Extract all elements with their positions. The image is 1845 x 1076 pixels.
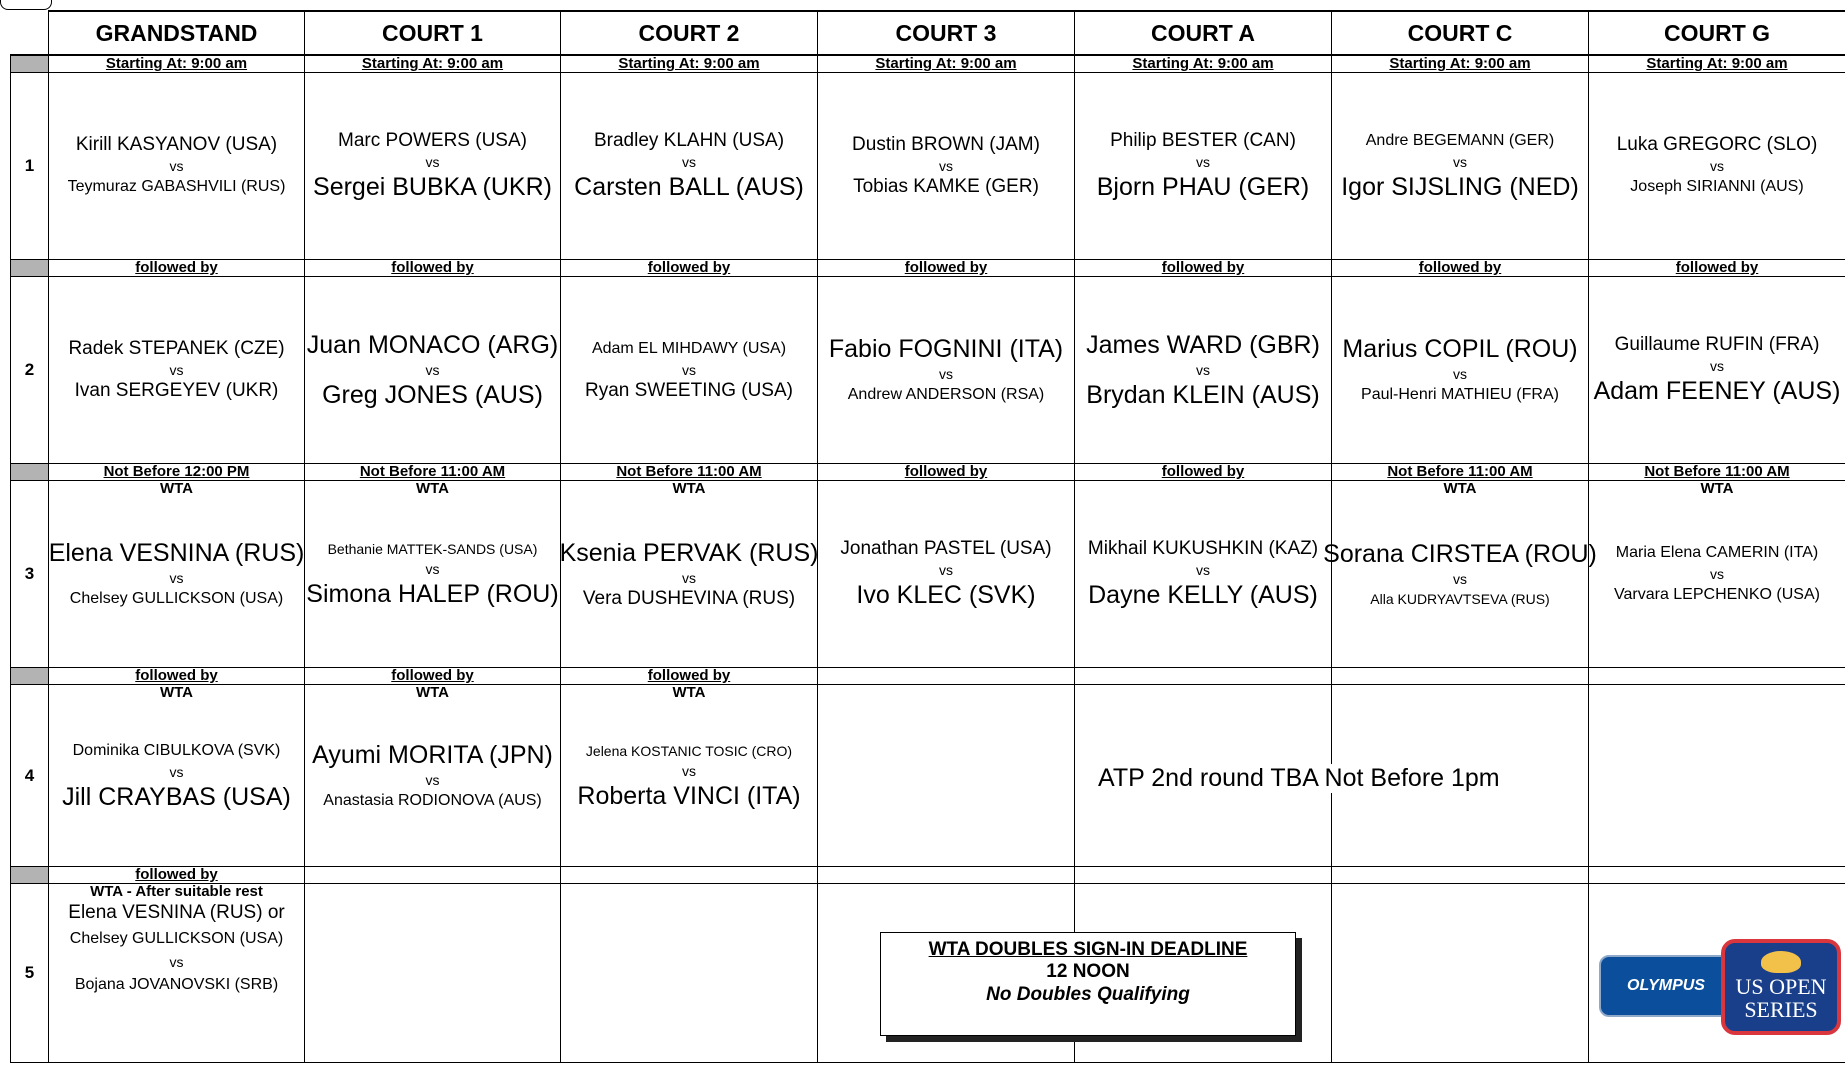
match-row [11, 73, 1845, 260]
vs-label: vs [1710, 358, 1724, 374]
slot-time: Starting At: 9:00 am [561, 55, 818, 73]
tba-announcement: ATP 2nd round TBA Not Before 1pm [1092, 764, 1506, 793]
player-2: Chelsey GULLICKSON (USA) [69, 590, 284, 607]
slot-time [818, 668, 1075, 685]
slot-time: Starting At: 9:00 am [1075, 55, 1332, 73]
player-2: Adam FEENEY (AUS) [1593, 377, 1841, 405]
vs-label: vs [425, 561, 440, 577]
slot-header-row [11, 668, 1845, 685]
match-cell [1075, 277, 1332, 464]
empty-cell [1589, 685, 1845, 867]
vs-label: vs [425, 154, 440, 170]
tour-tag: WTA [159, 480, 194, 497]
player-1: Maria Elena CAMERIN (ITA) [1615, 544, 1819, 561]
match-cell [561, 481, 818, 668]
player-2: Brydan KLEIN (AUS) [1086, 381, 1320, 409]
row-separator [11, 668, 49, 685]
vs-label: vs [1710, 158, 1724, 174]
slot-time: Not Before 11:00 AM [1332, 464, 1589, 481]
player-2: Tobias KAMKE (GER) [853, 176, 1039, 197]
slot-time: Starting At: 9:00 am [818, 55, 1075, 73]
match-cell [1075, 481, 1332, 668]
vs-label: vs [1710, 566, 1724, 582]
us-open-series-logo [1721, 939, 1841, 1035]
court-header: COURT A [1075, 11, 1332, 55]
slot-time [1075, 668, 1332, 685]
row-separator [11, 464, 49, 481]
match-cell [1589, 481, 1845, 668]
match-row [11, 481, 1845, 668]
sponsor-logo [1595, 935, 1845, 1035]
player-2: Carsten BALL (AUS) [574, 173, 804, 201]
slot-time [1075, 867, 1332, 884]
slot-time: followed by [49, 668, 305, 685]
player-2: Paul-Henri MATHIEU (FRA) [1361, 386, 1559, 403]
slot-time: followed by [1589, 260, 1845, 277]
slot-time [1589, 668, 1845, 685]
slot-time: Starting At: 9:00 am [1589, 55, 1845, 73]
slot-time: Not Before 11:00 AM [305, 464, 561, 481]
row-number: 3 [11, 481, 49, 668]
player-2: Varvara LEPCHENKO (USA) [1614, 586, 1820, 603]
match-cell [49, 685, 305, 867]
match-cell [1323, 480, 1597, 668]
slot-time [305, 867, 561, 884]
player-2: Sergei BUBKA (UKR) [313, 173, 552, 201]
doubles-notice-box [880, 932, 1296, 1036]
match-row [11, 685, 1845, 867]
player-2: Alla KUDRYAVTSEVA (RUS) [1370, 591, 1550, 607]
player-1: Jelena KOSTANIC TOSIC (CRO) [585, 742, 793, 759]
player-2: Ivo KLEC (SVK) [856, 581, 1036, 609]
slot-time: followed by [561, 668, 818, 685]
row-number: 4 [11, 685, 49, 867]
empty-cell [305, 884, 561, 1063]
player-1: Dustin BROWN (JAM) [852, 134, 1040, 155]
player-1: James WARD (GBR) [1086, 331, 1320, 359]
slot-time: followed by [818, 464, 1075, 481]
vs-label: vs [682, 154, 696, 170]
player-1: Ayumi MORITA (JPN) [312, 740, 553, 769]
slot-time: Not Before 11:00 AM [561, 464, 818, 481]
player-2: Greg JONES (AUS) [322, 381, 543, 409]
notice-time: 12 NOON [1046, 961, 1130, 982]
player-2: Joseph SIRIANNI (AUS) [1630, 178, 1804, 195]
slot-time: Starting At: 9:00 am [305, 55, 561, 73]
player-2: Ryan SWEETING (USA) [585, 380, 793, 401]
player-1: Kirill KASYANOV (USA) [75, 134, 278, 155]
empty-cell [818, 685, 1075, 867]
vs-label: vs [682, 762, 696, 779]
empty-cell [561, 884, 818, 1063]
vs-label: vs [1196, 562, 1210, 578]
logo-line-1: US OPEN [1735, 974, 1827, 999]
notice-note: No Doubles Qualifying [986, 984, 1190, 1005]
vs-label: vs [169, 763, 184, 780]
player-1: Radek STEPANEK (CZE) [68, 338, 285, 359]
slot-time: followed by [305, 260, 561, 277]
tour-tag: WTA - After suitable rest [90, 883, 263, 900]
row-number: 5 [11, 884, 49, 1063]
player-1: Sorana CIRSTEA (ROU) [1323, 540, 1597, 568]
court-header: COURT 2 [561, 11, 818, 55]
match-cell [818, 277, 1075, 464]
player-1: Elena VESNINA (RUS) [48, 539, 305, 567]
vs-label: vs [169, 570, 184, 586]
player-1: Ksenia PERVAK (RUS) [559, 539, 819, 567]
empty-cell [1332, 884, 1589, 1063]
vs-label: vs [425, 771, 440, 788]
tour-tag: WTA [159, 684, 194, 701]
tour-tag: WTA [672, 480, 706, 497]
slot-time: followed by [1075, 260, 1332, 277]
match-cell [561, 685, 818, 867]
slot-time [1332, 668, 1589, 685]
vs-label: vs [939, 562, 953, 578]
match-cell [305, 685, 561, 867]
slot-time [561, 867, 818, 884]
player-1: Juan MONACO (ARG) [306, 331, 559, 359]
player-1: Philip BESTER (CAN) [1110, 130, 1296, 151]
slot-header-row [11, 55, 1845, 73]
player-2: Simona HALEP (ROU) [306, 580, 559, 608]
slot-header-row [11, 260, 1845, 277]
player-2: Jill CRAYBAS (USA) [62, 782, 291, 811]
match-cell [1589, 277, 1845, 464]
vs-label: vs [1196, 154, 1210, 170]
match-cell [49, 73, 305, 260]
row-number: 2 [11, 277, 49, 464]
slot-time: followed by [561, 260, 818, 277]
player-2: Teymuraz GABASHVILI (RUS) [67, 178, 286, 195]
player-1: Guillaume RUFIN (FRA) [1614, 334, 1820, 355]
slot-time [1332, 867, 1589, 884]
row-separator [11, 55, 49, 73]
row-number: 1 [11, 73, 49, 260]
tour-tag: WTA [672, 684, 706, 701]
vs-label: vs [939, 158, 953, 174]
tour-tag: WTA [415, 480, 450, 497]
slot-time: Not Before 11:00 AM [1589, 464, 1845, 481]
match-cell [1589, 73, 1845, 260]
match-cell [305, 481, 561, 668]
match-cell [305, 277, 561, 464]
vs-label: vs [169, 158, 184, 174]
player-2: Igor SIJSLING (NED) [1341, 173, 1579, 201]
slot-time: followed by [1075, 464, 1332, 481]
player-2: Vera DUSHEVINA (RUS) [582, 588, 796, 609]
player-1: Marc POWERS (USA) [338, 130, 527, 151]
slot-time: Starting At: 9:00 am [1332, 55, 1589, 73]
match-cell [49, 884, 305, 1063]
slot-time: followed by [818, 260, 1075, 277]
tour-tag: WTA [1443, 480, 1477, 497]
logo-line-2: SERIES [1744, 997, 1818, 1022]
vs-label: vs [1453, 366, 1467, 382]
slot-time: Not Before 12:00 PM [49, 464, 305, 481]
slot-header-row [11, 464, 1845, 481]
vs-label: vs [682, 362, 696, 378]
slot-time [818, 867, 1075, 884]
slot-time: followed by [49, 260, 305, 277]
player-1: Elena VESNINA (RUS) or [68, 902, 285, 923]
slot-header-row [11, 867, 1845, 884]
player-1: Bethanie MATTEK-SANDS (USA) [327, 541, 538, 557]
court-header: COURT C [1332, 11, 1589, 55]
vs-label: vs [939, 366, 953, 382]
slot-time [1589, 867, 1845, 884]
match-cell [49, 277, 305, 464]
match-row [11, 277, 1845, 464]
vs-label: vs [1453, 571, 1467, 587]
player-2: Roberta VINCI (ITA) [577, 781, 801, 810]
player-1: Jonathan PASTEL (USA) [840, 538, 1052, 559]
match-cell [818, 73, 1075, 260]
vs-label: vs [169, 954, 184, 970]
vs-label: vs [1453, 154, 1467, 170]
tour-tag: WTA [1700, 480, 1734, 497]
court-header: COURT 1 [305, 11, 561, 55]
tour-tag: WTA [415, 684, 450, 701]
order-of-play-table [10, 10, 1845, 1063]
player-1: Fabio FOGNINI (ITA) [828, 335, 1064, 363]
row-separator [11, 260, 49, 277]
player-2: Anastasia RODIONOVA (AUS) [323, 791, 542, 809]
court-header-row [11, 11, 1845, 55]
player-1: Adam EL MIHDAWY (USA) [591, 340, 787, 357]
vs-label: vs [425, 362, 440, 378]
vs-label: vs [1196, 362, 1210, 378]
match-cell [49, 481, 305, 668]
slot-time: followed by [49, 867, 305, 884]
player-1-alt: Chelsey GULLICKSON (USA) [69, 930, 284, 947]
tennis-ball-icon [1761, 951, 1801, 973]
row-separator [11, 867, 49, 884]
court-header: COURT G [1589, 11, 1845, 55]
match-cell [818, 481, 1075, 668]
player-2: Bjorn PHAU (GER) [1096, 173, 1310, 201]
corner-cell [11, 11, 49, 55]
player-1: Marius COPIL (ROU) [1342, 335, 1578, 363]
player-1: Andre BEGEMANN (GER) [1365, 132, 1555, 149]
notice-title: WTA DOUBLES SIGN-IN DEADLINE [928, 939, 1248, 960]
player-2: Bojana JOVANOVSKI (SRB) [74, 976, 279, 993]
player-2: Andrew ANDERSON (RSA) [847, 386, 1045, 403]
slot-time: followed by [1332, 260, 1589, 277]
match-cell [561, 73, 818, 260]
player-1: Mikhail KUKUSHKIN (KAZ) [1087, 538, 1319, 559]
court-header: COURT 3 [818, 11, 1075, 55]
court-header: GRANDSTAND [49, 11, 305, 55]
slot-time: followed by [305, 668, 561, 685]
match-cell [1075, 73, 1332, 260]
match-cell [1332, 277, 1589, 464]
player-1: Bradley KLAHN (USA) [593, 130, 785, 151]
vs-label: vs [682, 570, 696, 586]
match-cell [561, 277, 818, 464]
player-2: Dayne KELLY (AUS) [1088, 581, 1318, 609]
sheet-tab-stub[interactable] [0, 0, 52, 10]
olympus-logo: OLYMPUS [1599, 955, 1733, 1017]
player-1: Dominika CIBULKOVA (SVK) [72, 741, 281, 759]
player-2: Ivan SERGEYEV (UKR) [74, 380, 279, 401]
match-cell [305, 73, 561, 260]
match-cell [1332, 73, 1589, 260]
slot-time: Starting At: 9:00 am [49, 55, 305, 73]
player-1: Luka GREGORC (SLO) [1616, 134, 1818, 155]
vs-label: vs [169, 362, 184, 378]
